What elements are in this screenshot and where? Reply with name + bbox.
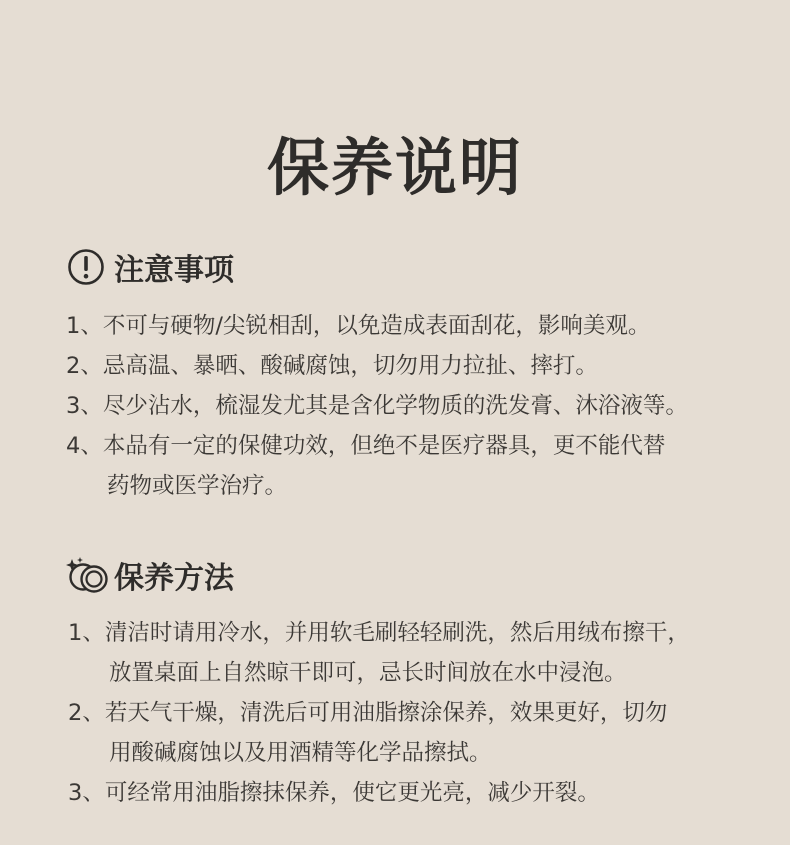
- list-item-text: 1、不可与硬物/尖锐相刮，以免造成表面刮花，影响美观。: [66, 313, 651, 339]
- list-item-text: 2、若天气干燥，清洗后可用油脂擦涂保养，效果更好，切勿: [68, 700, 668, 726]
- list-item: [66, 426, 766, 506]
- list-item-text: 4、本品有一定的保健功效，但绝不是医疗器具，更不能代替: [66, 433, 666, 459]
- exclamation-circle-icon: [66, 247, 106, 287]
- list-item-text-continued: 放置桌面上自然晾干即可，忌长时间放在水中浸泡。: [109, 660, 627, 686]
- list-item: [68, 773, 768, 813]
- page-title: 保养说明: [266, 131, 523, 204]
- list-item: [68, 613, 768, 693]
- list-item: [68, 693, 768, 773]
- list-item-text: 2、忌高温、暴晒、酸碱腐蚀，切勿用力拉扯、摔打。: [66, 353, 598, 379]
- method-section-header: [66, 555, 234, 595]
- notice-section-header: [66, 247, 234, 287]
- sparkling-circles-icon: [66, 555, 106, 595]
- list-item-text-continued: 用酸碱腐蚀以及用酒精等化学品擦拭。: [109, 740, 492, 766]
- method-list: [68, 613, 768, 813]
- list-item-text: 1、清洁时请用冷水，并用软毛刷轻轻刷洗，然后用绒布擦干，: [68, 620, 690, 646]
- list-item-text: 3、可经常用油脂擦抹保养，使它更光亮，减少开裂。: [68, 780, 600, 806]
- list-item-text: 3、尽少沾水，梳湿发尤其是含化学物质的洗发膏、沐浴液等。: [66, 393, 688, 419]
- method-heading: 保养方法: [114, 561, 234, 596]
- notice-heading: 注意事项: [114, 253, 234, 288]
- list-item: [66, 346, 766, 386]
- notice-list: [66, 306, 766, 506]
- list-item: [66, 306, 766, 346]
- list-item-text-continued: 药物或医学治疗。: [107, 473, 288, 499]
- list-item: [66, 386, 766, 426]
